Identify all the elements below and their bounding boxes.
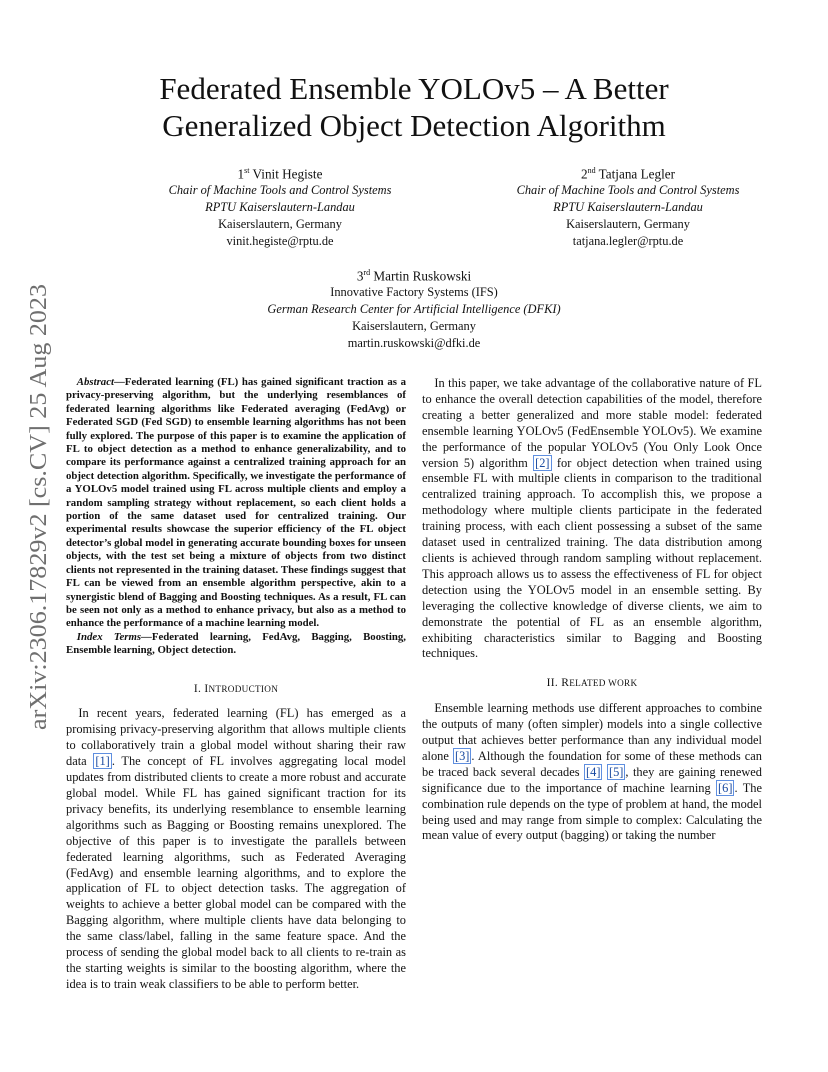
intro-paragraph-1: In recent years, federated learning (FL) has emerged as a promising privacy-preserving algorithm that allows multiple clients to collaboratively train a global model without sharing their raw data [1] . The concept of FL involves aggregating local model updates from distributed clients to create a more robust and accurate global model. While FL has gained significant traction for its privacy benefits, its underlying resemblance to ensemble learning algorithms such as Bagging or Boosting remains unexplored. The objective of this paper is to investigate the parallels between federated learning algorithms, such as Federated Averaging (FedAvg) and ensemble learning algorithms, and to explore the application of FL to object detection tasks. The aggregation of weights to achieve a better global model can be compared with the Bagging algorithm, where multiple clients have data belonging to the same class/label, falling in the same feature space. And the process of sending the global model back to all clients to re-train as the starting weights is similar to the boosting algorithm, where the idea is to train weak classifiers to be able to perform better. bbox=[66, 706, 406, 991]
arxiv-identifier bbox=[10, 282, 60, 732]
author-city: Kaiserslautern, Germany bbox=[218, 217, 342, 232]
citation-link[interactable]: [5] bbox=[608, 764, 624, 779]
related-work-paragraph-1: Ensemble learning methods use different approaches to combine the outputs of many (often simpler) models into a single collective output that achieves better performance than any individual model alone [3] . Although the foundation for some of these methods can be traced back several decades [4] [5] , they are gaining renewed significance due to the importance of machine learning [6] . The combination rule depends on the type of problem at hand, the model being used and may range from simple to complex: Calculating the mean value of every output (bagging) or taking the number bbox=[422, 701, 762, 843]
left-column bbox=[66, 376, 406, 993]
index-terms-text: —Federated learning, FedAvg, Bagging, Boosting, Ensemble learning, Object detection. bbox=[66, 630, 406, 657]
author-name: 1st Vinit Hegiste bbox=[237, 166, 323, 182]
abstract bbox=[66, 376, 406, 631]
author-email: tatjana.legler@rptu.de bbox=[572, 234, 684, 249]
author-name: 3rd Martin Ruskowski bbox=[356, 268, 472, 284]
right-column bbox=[422, 376, 762, 1066]
author-affiliation: Chair of Machine Tools and Control Systems bbox=[168, 183, 392, 198]
author-block-2 bbox=[488, 162, 768, 250]
index-terms-label: Index Terms bbox=[76, 630, 142, 643]
author-city: Kaiserslautern, Germany bbox=[352, 319, 476, 334]
citation-link[interactable]: [2] bbox=[535, 455, 550, 470]
citation-link[interactable]: [1] bbox=[95, 754, 110, 769]
section-heading-introduction: I. INTRODUCTION bbox=[193, 682, 279, 695]
author-block-3 bbox=[214, 264, 614, 352]
abstract-text: —Federated learning (FL) has gained significant traction as a privacy-preserving algorithm, but the underlying resemblances of federated learning algorithms like Federated averaging (FedAvg) or Federated SGD (Fed SGD) to ensemble learning algorithms has not been fully explored. The purpose of this paper is to examine the application of FL to object detection as a method to enhance generalizability, and to compare its performance against a centralized training approach for an object detection algorithm. Specifically, we investigate the performance of a YOLOv5 model trained using FL across multiple clients and employ a random sampling strategy without replacement, so each client holds a portion of the same dataset used for centralized training. Our experimental results showcase the superior efficiency of the FL object detector’s global model in generating accurate bounding boxes for unseen objects, with the test set being a mixture of objects from two distinct clients not represented in the training dataset. These findings suggest that FL can be viewed from an ensemble algorithm perspective, akin to a synergistic blend of Bagging and Boosting techniques. As a result, FL can be seen not only as a method to enhance privacy, but also as a method to enhance the performance of a machine learning model. bbox=[66, 376, 406, 630]
author-institution: RPTU Kaiserslautern-Landau bbox=[553, 200, 703, 215]
title-line-2: Generalized Object Detection Algorithm bbox=[162, 108, 666, 143]
author-email: martin.ruskowski@dfki.de bbox=[347, 336, 481, 351]
author-name: 2nd Tatjana Legler bbox=[581, 166, 675, 182]
author-affiliation: Innovative Factory Systems (IFS) bbox=[330, 285, 498, 300]
author-institution: RPTU Kaiserslautern-Landau bbox=[205, 200, 355, 215]
citation-link[interactable]: [6] bbox=[718, 780, 733, 795]
arxiv-id-text: arXiv:2306.17829v2 [cs.CV] 25 Aug 2023 bbox=[26, 319, 52, 730]
index-terms bbox=[66, 631, 406, 658]
author-institution: German Research Center for Artificial Intelligence (DFKI) bbox=[267, 302, 561, 317]
paper-title bbox=[80, 70, 748, 144]
title-line-1: Federated Ensemble YOLOv5 – A Better bbox=[159, 71, 669, 106]
citation-link[interactable]: [4] bbox=[586, 764, 601, 779]
author-email: vinit.hegiste@rptu.de bbox=[226, 234, 334, 249]
intro-paragraph-2: In this paper, we take advantage of the collaborative nature of FL to enhance the overall detection capabilities of the model, therefore creating a better generalized and more stable model: federated ensemble learning YOLOv5 (FedEnsemble YOLOv5). We examine the performance of the popular YOLOv5 (You Only Look Once version 5) algorithm [2] for object detection when trained using ensemble FL with multiple clients in comparison to the traditional centralized training approach. To accomplish this, we propose a methodology where multiple clients participate in the federated training process, with each client possessing a subset of the same dataset used in centralized training. The data distribution among clients is achieved through random sampling without replacement. This approach allows us to assess the effectiveness of FL for object detection using the YOLOv5 model in an ensemble setting. By leveraging the collective knowledge of diverse clients, we aim to demonstrate the potential of FL as an ensemble algorithm, exhibiting characteristics similar to Bagging and Boosting techniques. bbox=[422, 376, 762, 661]
section-heading-related-work: II. RELATED WORK bbox=[546, 677, 638, 690]
abstract-label: Abstract bbox=[76, 376, 114, 388]
author-block-1 bbox=[140, 162, 420, 250]
author-affiliation: Chair of Machine Tools and Control Systems bbox=[516, 183, 740, 198]
author-city: Kaiserslautern, Germany bbox=[566, 217, 690, 232]
citation-link[interactable]: [3] bbox=[454, 748, 470, 763]
